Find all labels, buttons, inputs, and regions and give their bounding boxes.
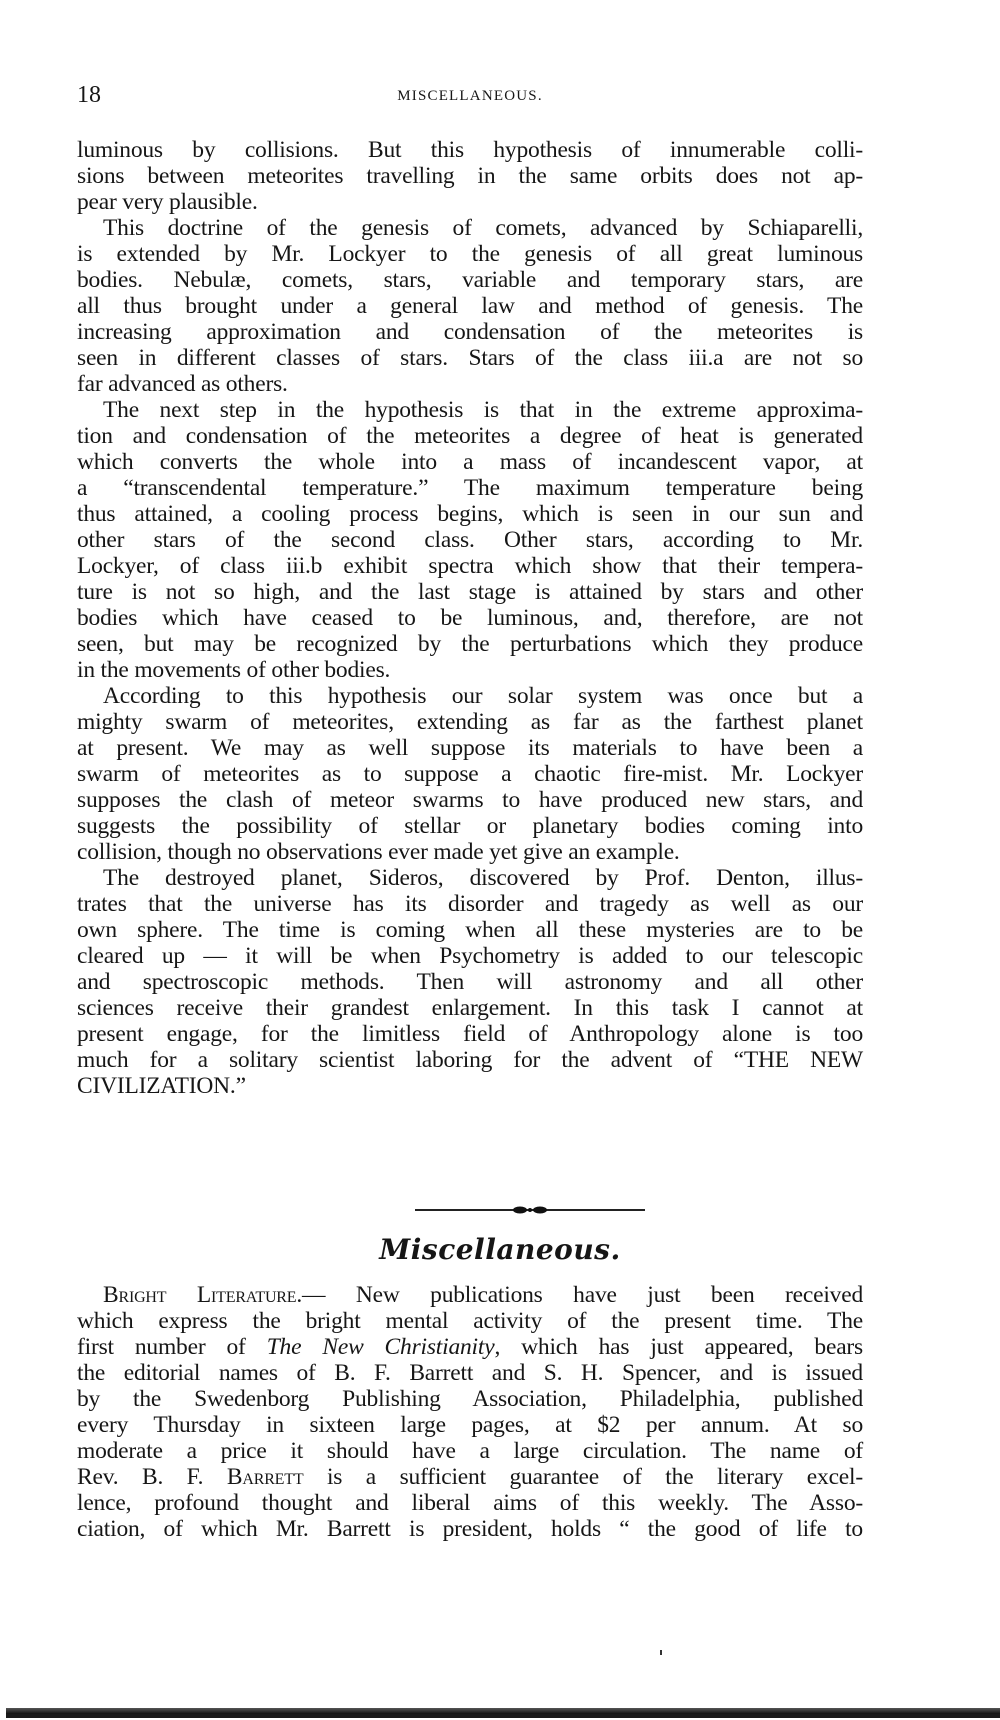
text-line: at present. We may as well suppose its materials to have been a <box>77 735 863 761</box>
text-line: supposes the clash of meteor swarms to have produced new stars, and <box>77 787 863 813</box>
lead-in-heading: Bright Literature. <box>103 1282 303 1308</box>
divider-ornament-icon <box>510 1205 550 1215</box>
text-line: sciences receive their grandest enlargement. In this task I cannot at <box>77 995 863 1021</box>
text-line: bodies which have ceased to be luminous, and, therefore, are not <box>77 605 863 631</box>
text-line: pear very plausible. <box>77 189 258 215</box>
text-line: mighty swarm of meteorites, extending as far as the farthest planet <box>77 709 863 735</box>
text-line: present engage, for the limitless field of Anthropology alone is too <box>77 1021 863 1047</box>
text-line: the editorial names of B. F. Barrett and S. H. Spencer, and is issued <box>77 1360 863 1386</box>
text-line: sions between meteorites travelling in the same orbits does not ap- <box>77 163 863 189</box>
text-line: all thus brought under a general law and method of genesis. The <box>77 293 863 319</box>
text-line: every Thursday in sixteen large pages, at $2 per annum. At so <box>77 1412 863 1438</box>
text-line: swarm of meteorites as to suppose a chaotic fire-mist. Mr. Lockyer <box>77 761 863 787</box>
page-number: 18 <box>77 82 101 108</box>
text-line: a “transcendental temperature.” The maximum temperature being <box>77 475 863 501</box>
page-header <box>77 82 863 112</box>
text-span: first number of <box>77 1334 267 1360</box>
text-line: suggests the possibility of stellar or planetary bodies coming into <box>77 813 863 839</box>
text-line: which express the bright mental activity of the present time. The <box>77 1308 863 1334</box>
paragraph-start <box>77 1282 863 1308</box>
text-line: luminous by collisions. But this hypothesis of innumerable colli- <box>77 137 863 163</box>
publication-title: The New Christianity <box>266 1334 495 1360</box>
text-line <box>77 1334 863 1360</box>
text-line: cleared up — it will be when Psychometry is added to our telescopic <box>77 943 863 969</box>
text-span: — New publications have just been received <box>302 1282 863 1308</box>
scan-bottom-edge-shadow <box>6 1714 1000 1718</box>
text-line: seen, but may be recognized by the perturbations which they produce <box>77 631 863 657</box>
text-line: much for a solitary scientist laboring for the advent of “THE NEW <box>77 1047 863 1073</box>
running-head: MISCELLANEOUS. <box>397 88 543 104</box>
text-line: CIVILIZATION.” <box>77 1073 246 1099</box>
text-line: bodies. Nebulæ, comets, stars, variable and temporary stars, are <box>77 267 863 293</box>
text-line: own sphere. The time is coming when all these mysteries are to be <box>77 917 863 943</box>
text-line: by the Swedenborg Publishing Association, Philadelphia, published <box>77 1386 863 1412</box>
text-line: increasing approximation and condensation of the meteorites is <box>77 319 863 345</box>
paragraph-start: The destroyed planet, Sideros, discovered by Prof. Denton, illus- <box>103 865 863 891</box>
person-name: Barrett <box>226 1464 304 1490</box>
text-span: is a sufficient guarantee of the literary excel- <box>303 1464 863 1490</box>
text-line: moderate a price it should have a large circulation. The name of <box>77 1438 863 1464</box>
text-line: and spectroscopic methods. Then will astronomy and all other <box>77 969 863 995</box>
text-line: seen in different classes of stars. Stars of the class iii.a are not so <box>77 345 863 371</box>
text-line: far advanced as others. <box>77 371 288 397</box>
text-span: , which has just appeared, bears <box>494 1334 863 1360</box>
paragraph-start: This doctrine of the genesis of comets, advanced by Schiaparelli, <box>103 215 863 241</box>
text-line: ture is not so high, and the last stage is attained by stars and other <box>77 579 863 605</box>
text-line: lence, profound thought and liberal aims of this weekly. The Asso- <box>77 1490 863 1516</box>
text-line: ciation, of which Mr. Barrett is president, holds “ the good of life to <box>77 1516 863 1542</box>
text-line: Lockyer, of class iii.b exhibit spectra which show that their tempera- <box>77 553 863 579</box>
text-span: Rev. B. F. <box>77 1464 227 1490</box>
paragraph-start: According to this hypothesis our solar system was once but a <box>103 683 863 709</box>
text-line <box>77 1464 863 1490</box>
text-line: in the movements of other bodies. <box>77 657 391 683</box>
paragraph-start: The next step in the hypothesis is that in the extreme approxima- <box>103 397 863 423</box>
text-line: other stars of the second class. Other stars, according to Mr. <box>77 527 863 553</box>
section-title: Miscellaneous. <box>379 1233 621 1266</box>
text-line: is extended by Mr. Lockyer to the genesis of all great luminous <box>77 241 863 267</box>
ink-speck <box>660 1650 662 1655</box>
text-line: thus attained, a cooling process begins, which is seen in our sun and <box>77 501 863 527</box>
text-line: collision, though no observations ever made yet give an example. <box>77 839 680 865</box>
text-line: tion and condensation of the meteorites a degree of heat is generated <box>77 423 863 449</box>
text-line: trates that the universe has its disorder and tragedy as well as our <box>77 891 863 917</box>
text-line: which converts the whole into a mass of incandescent vapor, at <box>77 449 863 475</box>
